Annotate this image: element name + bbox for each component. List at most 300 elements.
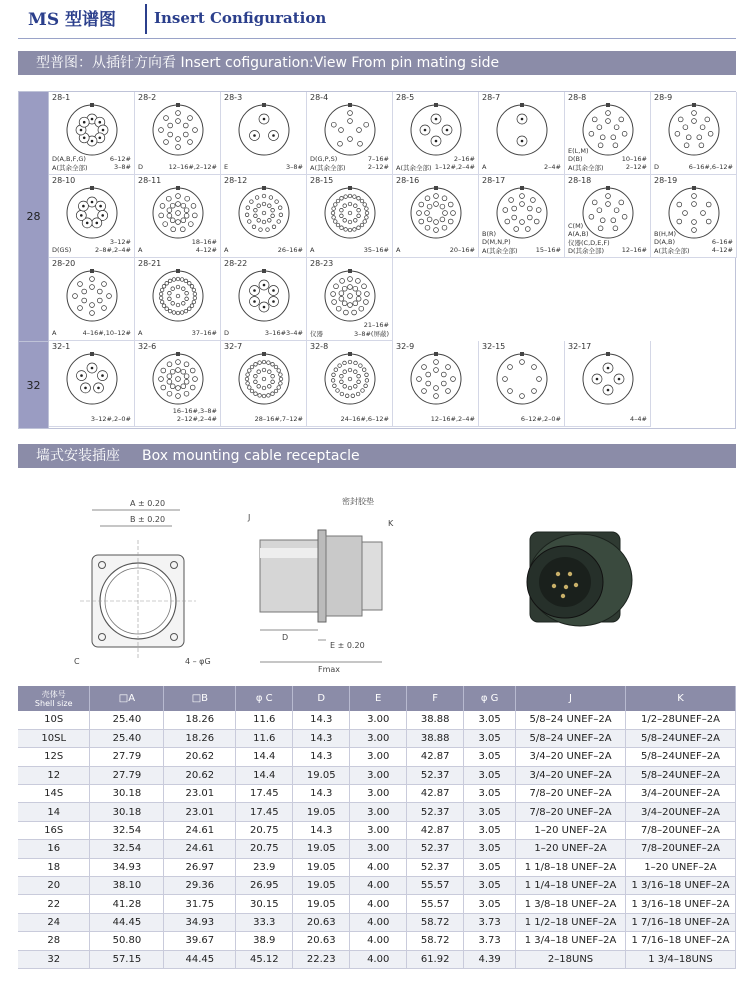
insert-id: 32-17	[568, 342, 592, 351]
insert-arrangement-label: D(A,B,F,G)	[52, 155, 86, 163]
table-cell: 7/8–20 UNEF–2A	[516, 803, 626, 821]
table-cell: 14.3	[293, 729, 350, 747]
table-cell: 52.37	[407, 840, 464, 858]
table-cell: 3.05	[464, 711, 516, 729]
table-cell: 18	[18, 858, 90, 876]
table-cell: 22.23	[293, 950, 350, 968]
table-row	[18, 729, 736, 747]
insert-contact-count: 6–12#,2–0#	[520, 415, 561, 423]
insert-contact-count: 2–12#,2–4#	[176, 415, 217, 423]
table-cell: 27.79	[90, 766, 164, 784]
table-cell: 3.73	[464, 913, 516, 931]
table-cell: 3.05	[464, 895, 516, 913]
table-cell: 3.05	[464, 729, 516, 747]
insert-contact-count: 2–8#,2–4#	[94, 246, 131, 254]
insert-id: 28-18	[568, 176, 592, 185]
table-cell: 19.05	[293, 840, 350, 858]
table-cell: 30.18	[90, 803, 164, 821]
table-cell: 3.05	[464, 803, 516, 821]
insert-face-diagram	[62, 102, 122, 158]
table-cell: 3.05	[464, 785, 516, 803]
insert-id: 28-8	[568, 93, 587, 102]
insert-id: 28-9	[654, 93, 673, 102]
table-cell: 20.62	[164, 766, 236, 784]
insert-cell-28-16	[393, 175, 479, 258]
col-shell-size	[18, 686, 90, 711]
table-cell: 20	[18, 877, 90, 895]
table-cell: 24	[18, 913, 90, 931]
table-cell: 19.05	[293, 766, 350, 784]
insert-arrangement-label: A	[224, 246, 229, 254]
table-cell: 1 3/16–18 UNEF–2A	[625, 877, 735, 895]
table-cell: 3.05	[464, 748, 516, 766]
table-cell: 24.61	[164, 821, 236, 839]
table-cell: 4.39	[464, 950, 516, 968]
table-cell: 3.00	[350, 821, 407, 839]
insert-face-diagram	[234, 185, 294, 241]
insert-arrangement-label: D(A,B)	[654, 238, 676, 246]
table-cell: 1 3/4–18UNS	[625, 950, 735, 968]
insert-contact-count: 24–16#,6–12#	[340, 415, 389, 423]
col-b: □B	[164, 686, 236, 711]
insert-id: 32-6	[138, 342, 157, 351]
table-cell: 1 7/16–18 UNEF–2A	[625, 932, 735, 950]
insert-arrangement-label: 仪器(C,D,E,F)	[568, 239, 610, 247]
table-cell: 3.05	[464, 821, 516, 839]
section-box-mount-title	[18, 444, 736, 468]
insert-face-diagram	[234, 351, 294, 407]
insert-arrangement-label: A(其余全部)	[310, 164, 346, 172]
insert-id: 28-12	[224, 176, 248, 185]
section-box-mount-title-cn: 墙式安装插座	[36, 448, 120, 464]
insert-contact-count: 6–16#,6–12#	[688, 163, 733, 171]
table-cell: 17.45	[236, 803, 293, 821]
table-cell: 1 3/16–18 UNEF–2A	[625, 895, 735, 913]
table-cell: 58.72	[407, 913, 464, 931]
table-cell: 14.3	[293, 785, 350, 803]
insert-cell-28-21	[135, 258, 221, 341]
table-cell: 20.63	[293, 913, 350, 931]
table-cell: 55.57	[407, 877, 464, 895]
insert-id: 28-10	[52, 176, 76, 185]
table-cell: 3.05	[464, 840, 516, 858]
table-cell: 38.88	[407, 711, 464, 729]
insert-face-diagram	[320, 185, 380, 241]
insert-cell-32-8	[307, 341, 393, 427]
table-row	[18, 748, 736, 766]
table-cell: 3/4–20UNEF–2A	[625, 785, 735, 803]
insert-id: 28-21	[138, 259, 162, 268]
table-cell: 3.05	[464, 858, 516, 876]
insert-id: 32-1	[52, 342, 71, 351]
table-row	[18, 913, 736, 931]
insert-id: 28-17	[482, 176, 506, 185]
col-a: □A	[90, 686, 164, 711]
insert-cell-32-9	[393, 341, 479, 427]
table-cell: 5/8–24 UNEF–2A	[516, 729, 626, 747]
insert-id: 28-4	[310, 93, 329, 102]
table-cell: 23.9	[236, 858, 293, 876]
insert-id: 28-15	[310, 176, 334, 185]
insert-contact-count: 2–12#	[367, 163, 389, 171]
page-header	[0, 0, 749, 40]
table-cell: 3/4–20 UNEF–2A	[516, 748, 626, 766]
insert-arrangement-label: B(R)	[482, 230, 497, 238]
table-cell: 10SL	[18, 729, 90, 747]
insert-id: 28-1	[52, 93, 71, 102]
connector-side-view	[247, 496, 394, 674]
insert-contact-count: 35–16#	[363, 246, 389, 254]
table-cell: 20.75	[236, 840, 293, 858]
insert-cell-28-19	[651, 175, 737, 258]
header-rule	[18, 38, 736, 39]
table-cell: 11.6	[236, 711, 293, 729]
table-cell: 25.40	[90, 729, 164, 747]
col-e: E	[350, 686, 407, 711]
table-cell: 24.61	[164, 840, 236, 858]
insert-cell-28-17	[479, 175, 565, 258]
table-cell: 23.01	[164, 785, 236, 803]
table-cell: 58.72	[407, 932, 464, 950]
insert-cell-28-20	[49, 258, 135, 341]
insert-arrangement-label: C(M)	[568, 222, 584, 230]
insert-arrangement-label: A	[52, 329, 57, 337]
table-cell: 3.73	[464, 932, 516, 950]
table-cell: 18.26	[164, 711, 236, 729]
insert-face-diagram	[320, 268, 380, 324]
insert-grid	[18, 91, 736, 429]
table-cell: 14.3	[293, 748, 350, 766]
insert-contact-count: 4–4#	[630, 415, 647, 423]
col-k: K	[625, 686, 735, 711]
insert-cell-28-3	[221, 92, 307, 175]
table-cell: 19.05	[293, 877, 350, 895]
table-row	[18, 858, 736, 876]
insert-id: 28-2	[138, 93, 157, 102]
insert-contact-count: 16–16#,3–8#	[172, 407, 217, 415]
table-cell: 5/8–24UNEF–2A	[625, 748, 735, 766]
insert-cell-28-11	[135, 175, 221, 258]
table-row	[18, 840, 736, 858]
table-row	[18, 803, 736, 821]
table-cell: 32.54	[90, 821, 164, 839]
insert-contact-count: 3–8#	[114, 163, 131, 171]
table-cell: 34.93	[90, 858, 164, 876]
table-cell: 42.87	[407, 785, 464, 803]
insert-face-diagram	[320, 351, 380, 407]
insert-contact-count: 3–12#	[109, 238, 131, 246]
seal-label: 密封胶垫	[342, 497, 374, 506]
insert-cell-28-4	[307, 92, 393, 175]
insert-contact-count: 12–16#	[621, 246, 647, 254]
table-cell: 1–20 UNEF–2A	[516, 840, 626, 858]
table-cell: 14.4	[236, 766, 293, 784]
table-row	[18, 932, 736, 950]
table-cell: 4.00	[350, 932, 407, 950]
insert-contact-count: 18–16#	[191, 238, 217, 246]
table-cell: 11.6	[236, 729, 293, 747]
insert-cell-32-17	[565, 341, 651, 427]
insert-contact-count: 7–16#	[367, 155, 389, 163]
table-cell: 2–18UNS	[516, 950, 626, 968]
insert-contact-count: 2–4#	[544, 163, 561, 171]
series-title: MS 型谱图	[28, 10, 117, 30]
insert-id: 28-11	[138, 176, 162, 185]
table-cell: 18.26	[164, 729, 236, 747]
table-cell: 16S	[18, 821, 90, 839]
insert-arrangement-label: A(其余全部)	[568, 164, 604, 172]
table-cell: 26.95	[236, 877, 293, 895]
insert-id: 28-5	[396, 93, 415, 102]
table-cell: 52.37	[407, 803, 464, 821]
insert-contact-count: 10–16#	[621, 155, 647, 163]
insert-arrangement-label: 仪器	[310, 330, 323, 338]
insert-face-diagram	[234, 268, 294, 324]
insert-arrangement-label: A	[310, 246, 315, 254]
insert-cell-28-9	[651, 92, 737, 175]
insert-face-diagram	[406, 185, 466, 241]
insert-contact-count: 3–12#,2–0#	[90, 415, 131, 423]
table-cell: 5/8–24 UNEF–2A	[516, 711, 626, 729]
table-cell: 52.37	[407, 766, 464, 784]
insert-face-diagram	[492, 185, 552, 241]
product-photo	[527, 532, 632, 626]
table-cell: 4.00	[350, 950, 407, 968]
table-cell: 61.92	[407, 950, 464, 968]
table-row	[18, 821, 736, 839]
table-row	[18, 785, 736, 803]
insert-face-diagram	[148, 351, 208, 407]
insert-arrangement-label: A	[396, 246, 401, 254]
col-d: D	[293, 686, 350, 711]
table-cell: 3.00	[350, 803, 407, 821]
insert-face-diagram	[492, 351, 552, 407]
insert-cell-28-10	[49, 175, 135, 258]
insert-arrangement-label: A	[482, 163, 487, 171]
table-cell: 1 1/2–18 UNEF–2A	[516, 913, 626, 931]
table-cell: 23.01	[164, 803, 236, 821]
section-box-mount-title-en: Box mounting cable receptacle	[142, 448, 360, 464]
insert-arrangement-label: A(其余全部)	[396, 164, 432, 172]
insert-arrangement-label: A	[138, 246, 143, 254]
insert-face-diagram	[62, 268, 122, 324]
insert-contact-count: 4–12#	[711, 246, 733, 254]
table-body	[18, 711, 736, 968]
table-cell: 25.40	[90, 711, 164, 729]
insert-arrangement-label: A(其余全部)	[52, 164, 88, 172]
insert-id: 32-15	[482, 342, 506, 351]
insert-id: 28-19	[654, 176, 678, 185]
table-cell: 38.10	[90, 877, 164, 895]
table-cell: 3.00	[350, 711, 407, 729]
table-cell: 10S	[18, 711, 90, 729]
table-cell: 3.00	[350, 729, 407, 747]
insert-id: 32-7	[224, 342, 243, 351]
insert-arrangement-label: D(GS)	[52, 246, 72, 254]
table-cell: 4.00	[350, 858, 407, 876]
insert-contact-count: 15–16#	[535, 246, 561, 254]
insert-cell-28-12	[221, 175, 307, 258]
insert-id: 28-20	[52, 259, 76, 268]
table-cell: 12	[18, 766, 90, 784]
insert-arrangement-label: A(A,B)	[568, 230, 589, 238]
table-cell: 28	[18, 932, 90, 950]
insert-cell-28-8	[565, 92, 651, 175]
insert-contact-count: 26–16#	[277, 246, 303, 254]
col-f: F	[407, 686, 464, 711]
insert-contact-count: 12–16#,2–4#	[430, 415, 475, 423]
table-cell: 39.67	[164, 932, 236, 950]
insert-face-diagram	[406, 351, 466, 407]
table-cell: 1 3/8–18 UNEF–2A	[516, 895, 626, 913]
dimension-table	[18, 686, 736, 969]
table-cell: 34.93	[164, 913, 236, 931]
table-cell: 3.00	[350, 748, 407, 766]
insert-id: 28-22	[224, 259, 248, 268]
label-k: K	[388, 519, 394, 528]
table-cell: 38.88	[407, 729, 464, 747]
table-cell: 4.00	[350, 877, 407, 895]
table-cell: 19.05	[293, 858, 350, 876]
insert-contact-count: 20–16#	[449, 246, 475, 254]
insert-contact-count: 1–12#,2–4#	[434, 163, 475, 171]
table-cell: 1 1/4–18 UNEF–2A	[516, 877, 626, 895]
table-cell: 4.00	[350, 913, 407, 931]
insert-face-diagram	[148, 102, 208, 158]
insert-contact-count: 2–16#	[453, 155, 475, 163]
insert-arrangement-label: D(B)	[568, 155, 583, 163]
insert-cell-28-23	[307, 258, 393, 341]
insert-arrangement-label: D	[138, 163, 144, 171]
table-cell: 20.63	[293, 932, 350, 950]
table-cell: 42.87	[407, 748, 464, 766]
insert-id: 28-7	[482, 93, 501, 102]
table-cell: 3.00	[350, 785, 407, 803]
table-cell: 1 7/16–18 UNEF–2A	[625, 913, 735, 931]
insert-face-diagram	[234, 102, 294, 158]
insert-arrangement-label: D	[224, 329, 230, 337]
table-cell: 14.3	[293, 711, 350, 729]
insert-contact-count: 3–8#(屏蔽)	[353, 330, 389, 338]
table-cell: 22	[18, 895, 90, 913]
flange-front-view	[74, 499, 211, 666]
table-cell: 3.05	[464, 766, 516, 784]
insert-face-diagram	[578, 351, 638, 407]
insert-arrangement-label: D(M,N,P)	[482, 238, 511, 246]
table-row	[18, 950, 736, 968]
col-j: J	[516, 686, 626, 711]
col-shell-size-en: Shell size	[34, 698, 73, 708]
table-cell: 14S	[18, 785, 90, 803]
table-cell: 42.87	[407, 821, 464, 839]
table-cell: 1 3/4–18 UNEF–2A	[516, 932, 626, 950]
dim-b-label: B ± 0.20	[130, 515, 166, 524]
insert-arrangement-label: D	[654, 163, 660, 171]
insert-face-diagram	[62, 351, 122, 407]
col-g: φ G	[464, 686, 516, 711]
insert-contact-count: 6–16#	[711, 238, 733, 246]
insert-cell-28-18	[565, 175, 651, 258]
insert-id: 28-16	[396, 176, 420, 185]
table-cell: 50.80	[90, 932, 164, 950]
table-cell: 30.18	[90, 785, 164, 803]
table-row	[18, 711, 736, 729]
dim-f-label: Fmax	[318, 665, 341, 674]
section-insert-config-title: 型普图：从插针方向看 Insert cofiguration:View From pin mating side	[18, 51, 736, 75]
insert-cell-28-1	[49, 92, 135, 175]
table-header-row	[18, 686, 736, 711]
table-row	[18, 877, 736, 895]
insert-contact-count: 3–16#3–4#	[264, 329, 303, 337]
table-cell: 52.37	[407, 858, 464, 876]
dim-a-label: A ± 0.20	[130, 499, 166, 508]
insert-face-diagram	[148, 268, 208, 324]
table-cell: 3.00	[350, 840, 407, 858]
insert-arrangement-label: E(L,M)	[568, 147, 589, 155]
page-title: Insert Configuration	[154, 9, 327, 27]
insert-contact-count: 21–16#	[363, 321, 389, 329]
table-cell: 4.00	[350, 895, 407, 913]
insert-cell-32-6	[135, 341, 221, 427]
insert-contact-count: 28–16#,7–12#	[254, 415, 303, 423]
table-cell: 3.00	[350, 766, 407, 784]
insert-contact-count: 4–16#,10–12#	[82, 329, 131, 337]
table-cell: 5/8–24UNEF–2A	[625, 729, 735, 747]
table-cell: 16	[18, 840, 90, 858]
table-cell: 38.9	[236, 932, 293, 950]
insert-arrangement-label: E	[224, 163, 229, 171]
table-cell: 57.15	[90, 950, 164, 968]
insert-cell-32-7	[221, 341, 307, 427]
insert-arrangement-label: D(其余全部)	[568, 247, 605, 255]
table-cell: 19.05	[293, 895, 350, 913]
insert-cell-28-5	[393, 92, 479, 175]
table-cell: 1 1/8–18 UNEF–2A	[516, 858, 626, 876]
insert-arrangement-label: A	[138, 329, 143, 337]
table-cell: 20.62	[164, 748, 236, 766]
insert-arrangement-label: A(其余全部)	[482, 247, 518, 255]
table-cell: 1–20 UNEF–2A	[625, 858, 735, 876]
table-cell: 29.36	[164, 877, 236, 895]
label-j: J	[248, 513, 251, 522]
mounting-drawing	[60, 490, 700, 680]
table-cell: 7/8–20 UNEF–2A	[516, 785, 626, 803]
insert-contact-count: 6–12#	[109, 155, 131, 163]
insert-contact-count: 3–8#	[286, 163, 303, 171]
insert-cell-28-15	[307, 175, 393, 258]
table-cell: 14.4	[236, 748, 293, 766]
table-cell: 1–20 UNEF–2A	[516, 821, 626, 839]
table-cell: 3/4–20 UNEF–2A	[516, 766, 626, 784]
table-cell: 32.54	[90, 840, 164, 858]
insert-id: 28-23	[310, 259, 334, 268]
insert-id: 28-3	[224, 93, 243, 102]
table-cell: 12S	[18, 748, 90, 766]
insert-face-diagram	[664, 102, 724, 158]
col-shell-size-cn: 壳体号	[41, 689, 66, 699]
insert-contact-count: 2–12#	[625, 163, 647, 171]
table-cell: 3/4–20UNEF–2A	[625, 803, 735, 821]
table-cell: 14.3	[293, 821, 350, 839]
insert-face-diagram	[148, 185, 208, 241]
insert-arrangement-label: B(H,M)	[654, 230, 677, 238]
table-cell: 1/2–28UNEF–2A	[625, 711, 735, 729]
insert-cell-32-15	[479, 341, 565, 427]
insert-contact-count: 4–12#	[195, 246, 217, 254]
insert-cell-28-2	[135, 92, 221, 175]
dim-d-label: D	[282, 633, 289, 642]
table-cell: 31.75	[164, 895, 236, 913]
